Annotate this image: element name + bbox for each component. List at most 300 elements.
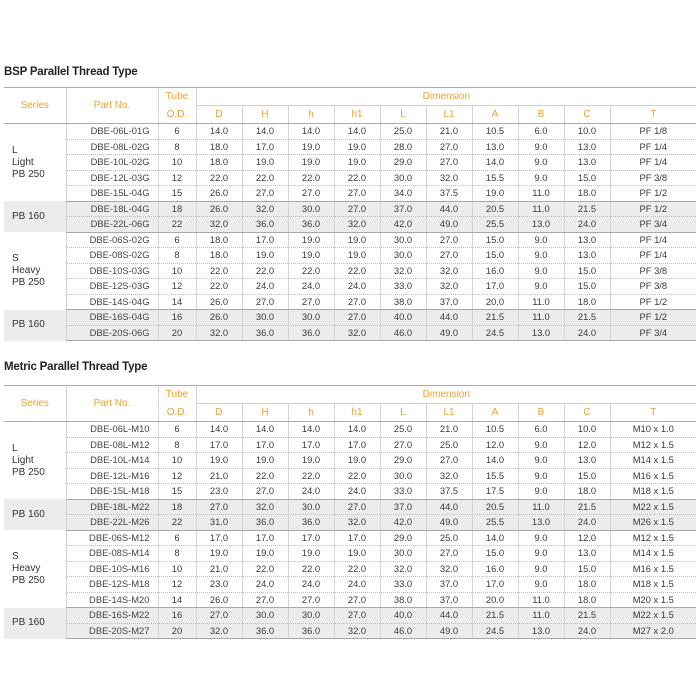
dimension-cell: 30.0 (380, 248, 426, 264)
dimension-cell: 19.0 (288, 139, 334, 155)
tube-od-cell: 12 (158, 468, 196, 484)
dimension-cell: 18.0 (564, 592, 610, 608)
series-cell (4, 422, 66, 500)
table-row (4, 561, 696, 577)
dimension-cell: 19.0 (242, 248, 288, 264)
tube-od-cell: 8 (158, 437, 196, 453)
part-no-cell: DBE-15L-M18 (66, 484, 158, 500)
dimension-cell: 18.0 (196, 232, 242, 248)
dimension-cell: 13.0 (564, 155, 610, 171)
dimension-cell: 37.5 (426, 484, 472, 500)
dimension-cell: 40.0 (380, 310, 426, 326)
dimension-cell: 9.0 (518, 546, 564, 562)
tube-od-cell: 10 (158, 453, 196, 469)
dimension-cell: 13.0 (518, 325, 564, 341)
dimension-cell: 26.0 (196, 186, 242, 202)
dimension-header: Dimension (196, 386, 696, 404)
dimension-cell: 27.0 (426, 139, 472, 155)
tube-od-cell: 6 (158, 530, 196, 546)
dimension-cell: 32.0 (426, 279, 472, 295)
dimension-col-header: A (472, 404, 518, 422)
dimension-cell: 9.0 (518, 453, 564, 469)
dimension-cell: 13.0 (564, 546, 610, 562)
dimension-cell: 32.0 (196, 623, 242, 639)
tube-od-cell: 8 (158, 139, 196, 155)
dimension-cell: 18.0 (196, 248, 242, 264)
dimension-cell: 27.0 (334, 310, 380, 326)
dimension-cell: 11.0 (518, 310, 564, 326)
dimension-cell: 17.0 (334, 530, 380, 546)
dimension-cell: 14.0 (196, 124, 242, 140)
table-row (4, 294, 696, 310)
dimension-cell: 24.0 (564, 325, 610, 341)
dimension-cell: 20.5 (472, 499, 518, 515)
dimension-cell: 6.0 (518, 422, 564, 438)
dimension-cell: 22.0 (334, 468, 380, 484)
dimension-col-header: T (610, 106, 696, 124)
dimension-cell: PF 1/4 (610, 232, 696, 248)
dimension-cell: 32.0 (426, 263, 472, 279)
table-row (4, 263, 696, 279)
dimension-cell: 30.0 (380, 170, 426, 186)
dimension-cell: 44.0 (426, 608, 472, 624)
part-no-cell: DBE-12L-03G (66, 170, 158, 186)
dimension-col-header: D (196, 106, 242, 124)
tube-od-cell: 6 (158, 422, 196, 438)
dimension-cell: 32.0 (426, 561, 472, 577)
dimension-col-header: C (564, 404, 610, 422)
dimension-cell: 13.0 (518, 217, 564, 233)
dimension-cell: 40.0 (380, 608, 426, 624)
part-no-header: Part No. (66, 88, 158, 124)
part-no-header: Part No. (66, 386, 158, 422)
dimension-cell: 29.0 (380, 453, 426, 469)
dimension-col-header: T (610, 404, 696, 422)
series-cell (4, 232, 66, 310)
dimension-cell: 10.0 (564, 422, 610, 438)
dimension-cell: 26.0 (196, 592, 242, 608)
series-cell (4, 530, 66, 608)
dimension-col-header: A (472, 106, 518, 124)
dimension-cell: 14.0 (472, 155, 518, 171)
dimension-cell: 19.0 (334, 232, 380, 248)
tube-od-cell: 10 (158, 561, 196, 577)
dimension-cell: 10.5 (472, 422, 518, 438)
dimension-cell: PF 3/8 (610, 263, 696, 279)
tube-od-cell: 15 (158, 186, 196, 202)
dimension-cell: M22 x 1.5 (610, 608, 696, 624)
dimension-cell: 49.0 (426, 623, 472, 639)
part-no-cell: DBE-06L-01G (66, 124, 158, 140)
dimension-cell: 32.0 (242, 201, 288, 217)
series-cell (4, 310, 66, 341)
table-row (4, 623, 696, 639)
dimension-cell: 15.0 (564, 263, 610, 279)
dimension-cell: 19.0 (288, 453, 334, 469)
dimension-cell: 38.0 (380, 294, 426, 310)
dimension-cell: M12 x 1.5 (610, 437, 696, 453)
dimension-cell: 19.0 (288, 248, 334, 264)
dimension-cell: 27.0 (426, 453, 472, 469)
tube-od-header-line2: O.D. (158, 106, 196, 124)
dimension-cell: 33.0 (380, 577, 426, 593)
dimension-col-header: B (518, 106, 564, 124)
dimension-cell: 9.0 (518, 530, 564, 546)
dimension-col-header: H (242, 404, 288, 422)
dimension-cell: 21.5 (472, 310, 518, 326)
dimension-cell: PF 1/8 (610, 124, 696, 140)
part-no-cell: DBE-06S-M12 (66, 530, 158, 546)
dimension-cell: 20.0 (472, 294, 518, 310)
table-row (4, 592, 696, 608)
dimension-cell: 38.0 (380, 592, 426, 608)
tube-od-cell: 12 (158, 279, 196, 295)
dimension-cell: 13.0 (518, 515, 564, 531)
dimension-cell: 19.0 (334, 139, 380, 155)
dimension-cell: 17.0 (196, 437, 242, 453)
dimension-cell: M10 x 1.0 (610, 422, 696, 438)
tube-od-cell: 18 (158, 499, 196, 515)
dimension-cell: 9.0 (518, 561, 564, 577)
series-label: PB 250 (12, 168, 45, 180)
dimension-cell: 11.0 (518, 499, 564, 515)
dimension-cell: 27.0 (334, 186, 380, 202)
dimension-cell: 44.0 (426, 201, 472, 217)
tube-od-cell: 14 (158, 294, 196, 310)
tube-od-cell: 10 (158, 155, 196, 171)
dimension-cell: PF 1/2 (610, 186, 696, 202)
dimension-cell: 17.0 (334, 437, 380, 453)
table-row (4, 139, 696, 155)
tube-od-cell: 12 (158, 577, 196, 593)
dimension-col-header: h1 (334, 404, 380, 422)
tube-od-cell: 20 (158, 623, 196, 639)
dimension-cell: 14.0 (334, 422, 380, 438)
dimension-cell: 22.0 (196, 170, 242, 186)
dimension-cell: 18.0 (196, 139, 242, 155)
tube-od-cell: 18 (158, 201, 196, 217)
part-no-cell: DBE-18L-M22 (66, 499, 158, 515)
dimension-cell: 13.0 (564, 248, 610, 264)
dimension-cell: 22.0 (288, 468, 334, 484)
dimension-cell: 9.0 (518, 248, 564, 264)
dimension-cell: 14.0 (334, 124, 380, 140)
dimension-cell: 27.0 (288, 186, 334, 202)
dimension-cell: 15.0 (564, 468, 610, 484)
dimension-cell: 33.0 (380, 279, 426, 295)
dimension-cell: 14.0 (472, 530, 518, 546)
dimension-col-header: L1 (426, 106, 472, 124)
part-no-cell: DBE-18L-04G (66, 201, 158, 217)
dimension-col-header: L1 (426, 404, 472, 422)
dimension-cell: 30.0 (288, 310, 334, 326)
table-row (4, 499, 696, 515)
dimension-cell: 27.0 (288, 294, 334, 310)
dimension-col-header: h1 (334, 106, 380, 124)
dimension-cell: 26.0 (196, 310, 242, 326)
dimension-cell: 26.0 (196, 201, 242, 217)
dimension-cell: 11.0 (518, 294, 564, 310)
dimension-cell: PF 1/2 (610, 294, 696, 310)
dimension-cell: 25.5 (472, 515, 518, 531)
dimension-cell: 27.0 (334, 294, 380, 310)
dimension-cell: M20 x 1.5 (610, 592, 696, 608)
part-no-cell: DBE-16S-M22 (66, 608, 158, 624)
dimension-cell: 24.0 (288, 279, 334, 295)
dimension-cell: 9.0 (518, 484, 564, 500)
part-no-cell: DBE-06L-M10 (66, 422, 158, 438)
dimension-cell: 24.0 (334, 279, 380, 295)
dimension-cell: 17.0 (196, 530, 242, 546)
dimension-cell: PF 3/8 (610, 279, 696, 295)
series-cell (4, 124, 66, 202)
dimension-cell: 21.0 (426, 124, 472, 140)
dimension-cell: M27 x 2.0 (610, 623, 696, 639)
dimension-cell: 27.0 (196, 608, 242, 624)
dimension-cell: 31.0 (196, 515, 242, 531)
tube-od-cell: 8 (158, 546, 196, 562)
tube-od-cell: 6 (158, 232, 196, 248)
part-no-cell: DBE-08S-M14 (66, 546, 158, 562)
series-label: S (12, 252, 19, 264)
series-label: L (12, 442, 18, 454)
dimension-cell: 17.0 (242, 530, 288, 546)
dimension-cell: 32.0 (334, 325, 380, 341)
dimension-cell: M16 x 1.5 (610, 468, 696, 484)
dimension-cell: 13.0 (564, 232, 610, 248)
dimension-cell: 22.0 (242, 170, 288, 186)
part-no-cell: DBE-20S-06G (66, 325, 158, 341)
table-row (4, 484, 696, 500)
dimension-cell: 49.0 (426, 515, 472, 531)
dimension-cell: 22.0 (196, 279, 242, 295)
dimension-cell: 25.0 (380, 124, 426, 140)
dimension-cell: 14.0 (242, 124, 288, 140)
dimension-col-header: D (196, 404, 242, 422)
dimension-cell: 36.0 (288, 515, 334, 531)
series-label: PB 250 (12, 574, 45, 586)
dimension-cell: 19.0 (472, 186, 518, 202)
dimension-cell: 9.0 (518, 232, 564, 248)
dimension-cell: 24.5 (472, 623, 518, 639)
dimension-cell: 42.0 (380, 515, 426, 531)
dimension-cell: 25.5 (472, 217, 518, 233)
dimension-cell: 32.0 (380, 561, 426, 577)
dimension-cell: 27.0 (288, 592, 334, 608)
dimension-cell: 30.0 (242, 310, 288, 326)
table-row (4, 453, 696, 469)
dimension-cell: 30.0 (380, 546, 426, 562)
dimension-cell: 15.0 (472, 546, 518, 562)
dimension-col-header: h (288, 106, 334, 124)
dimension-cell: 27.0 (242, 592, 288, 608)
series-label: L (12, 144, 18, 156)
tube-od-cell: 22 (158, 515, 196, 531)
dimension-cell: 14.0 (196, 422, 242, 438)
part-no-cell: DBE-20S-M27 (66, 623, 158, 639)
dimension-cell: 20.5 (472, 201, 518, 217)
part-no-cell: DBE-15L-04G (66, 186, 158, 202)
dimension-cell: 42.0 (380, 217, 426, 233)
tube-od-header-line1: Tube (158, 88, 196, 106)
dimension-cell: 17.0 (288, 437, 334, 453)
dimension-cell: 27.0 (334, 201, 380, 217)
dimension-cell: 36.0 (242, 515, 288, 531)
dimension-cell: 32.0 (196, 217, 242, 233)
dimension-cell: PF 3/4 (610, 217, 696, 233)
dimension-cell: 11.0 (518, 592, 564, 608)
dimension-cell: 21.5 (564, 310, 610, 326)
series-label: PB 160 (12, 210, 45, 222)
series-label: PB 160 (12, 508, 45, 520)
dimension-cell: 19.0 (334, 155, 380, 171)
dimension-cell: 24.0 (334, 484, 380, 500)
dimension-cell: M16 x 1.5 (610, 561, 696, 577)
dimension-cell: 15.5 (472, 170, 518, 186)
dimension-col-header: C (564, 106, 610, 124)
dimension-cell: 24.0 (288, 577, 334, 593)
dimension-cell: 15.0 (564, 561, 610, 577)
dimension-cell: PF 1/2 (610, 201, 696, 217)
dimension-cell: 30.0 (242, 608, 288, 624)
dimension-cell: M18 x 1.5 (610, 577, 696, 593)
dimension-cell: 32.0 (334, 217, 380, 233)
series-label: Light (12, 454, 34, 466)
dimension-cell: 23.0 (196, 484, 242, 500)
table-row (4, 124, 696, 140)
dimension-cell: 20.0 (472, 592, 518, 608)
dimension-cell: 29.0 (380, 530, 426, 546)
dimension-cell: 27.0 (242, 294, 288, 310)
dimension-cell: 14.0 (288, 422, 334, 438)
dimension-cell: 32.0 (334, 623, 380, 639)
part-no-cell: DBE-14S-04G (66, 294, 158, 310)
dimension-cell: 37.0 (380, 201, 426, 217)
dimension-cell: 12.0 (564, 530, 610, 546)
table-row (4, 422, 696, 438)
dimension-cell: 24.0 (334, 577, 380, 593)
tube-od-cell: 16 (158, 608, 196, 624)
tube-od-cell: 22 (158, 217, 196, 233)
dimension-cell: 17.0 (242, 437, 288, 453)
dimension-cell: 37.0 (426, 294, 472, 310)
dimension-cell: 36.0 (242, 217, 288, 233)
part-no-cell: DBE-14S-M20 (66, 592, 158, 608)
part-no-cell: DBE-12L-M16 (66, 468, 158, 484)
dimension-cell: PF 1/4 (610, 139, 696, 155)
dimension-cell: 9.0 (518, 263, 564, 279)
dimension-cell: PF 1/2 (610, 310, 696, 326)
dimension-cell: 9.0 (518, 577, 564, 593)
dimension-cell: 32.0 (196, 325, 242, 341)
part-no-cell: DBE-16S-04G (66, 310, 158, 326)
table-row (4, 468, 696, 484)
series-label: PB 160 (12, 617, 45, 628)
dimension-cell: 33.0 (380, 484, 426, 500)
dimension-cell: 21.0 (196, 561, 242, 577)
dimension-cell: 15.0 (472, 232, 518, 248)
table-row (4, 515, 696, 531)
dimension-cell: 34.0 (380, 186, 426, 202)
dimension-cell: 44.0 (426, 310, 472, 326)
part-no-cell: DBE-10S-M16 (66, 561, 158, 577)
tube-od-cell: 16 (158, 310, 196, 326)
dimension-cell: 27.0 (334, 592, 380, 608)
dimension-cell: 22.0 (242, 263, 288, 279)
dimension-cell: 24.0 (564, 515, 610, 531)
dimension-cell: 27.0 (426, 155, 472, 171)
series-label: Light (12, 156, 34, 168)
part-no-cell: DBE-12S-M18 (66, 577, 158, 593)
dimension-cell: 24.0 (564, 217, 610, 233)
dimension-cell: 9.0 (518, 170, 564, 186)
dimension-cell: 30.0 (380, 468, 426, 484)
dimension-cell: 19.0 (242, 546, 288, 562)
dimension-cell: 13.0 (472, 139, 518, 155)
table-row (4, 170, 696, 186)
table-row (4, 217, 696, 233)
dimension-cell: 17.5 (472, 484, 518, 500)
dimension-cell: 18.0 (564, 186, 610, 202)
dimension-cell: 37.0 (380, 499, 426, 515)
dimension-cell: 18.0 (564, 577, 610, 593)
dimension-cell: M14 x 1.5 (610, 546, 696, 562)
series-label: Heavy (12, 264, 41, 276)
dimension-cell: 18.0 (564, 294, 610, 310)
dimension-cell: 14.0 (242, 422, 288, 438)
series-label: PB 250 (12, 276, 45, 288)
dimension-cell: 25.0 (426, 437, 472, 453)
dimension-cell: 13.0 (564, 139, 610, 155)
dimension-cell: 11.0 (518, 201, 564, 217)
dimension-cell: 22.0 (242, 468, 288, 484)
dimension-cell: 11.0 (518, 186, 564, 202)
dimension-cell: 21.0 (426, 422, 472, 438)
dimension-cell: 22.0 (334, 263, 380, 279)
dimension-cell: 28.0 (380, 139, 426, 155)
dimension-cell: 24.0 (288, 484, 334, 500)
tube-od-header-line2: O.D. (158, 404, 196, 422)
table-row (4, 577, 696, 593)
part-no-cell: DBE-08L-M12 (66, 437, 158, 453)
table-row (4, 325, 696, 341)
dimension-cell: 22.0 (288, 263, 334, 279)
dimension-cell: 22.0 (288, 561, 334, 577)
table-row (4, 232, 696, 248)
tube-od-cell: 15 (158, 484, 196, 500)
part-no-cell: DBE-08S-02G (66, 248, 158, 264)
part-no-cell: DBE-06S-02G (66, 232, 158, 248)
dimension-cell: PF 1/4 (610, 155, 696, 171)
bsp-spec-table (4, 87, 696, 341)
dimension-cell: 19.0 (196, 453, 242, 469)
dimension-cell: 17.0 (288, 530, 334, 546)
part-no-cell: DBE-12S-03G (66, 279, 158, 295)
dimension-cell: 27.0 (380, 437, 426, 453)
dimension-col-header: H (242, 106, 288, 124)
dimension-cell: 16.0 (472, 561, 518, 577)
dimension-cell: 32.0 (426, 468, 472, 484)
dimension-cell: 19.0 (334, 453, 380, 469)
dimension-cell: 19.0 (288, 546, 334, 562)
dimension-cell: 36.0 (288, 623, 334, 639)
dimension-cell: 27.0 (196, 499, 242, 515)
dimension-cell: PF 1/4 (610, 248, 696, 264)
tube-od-cell: 8 (158, 248, 196, 264)
dimension-cell: 15.0 (564, 279, 610, 295)
dimension-cell: 46.0 (380, 623, 426, 639)
table-row (4, 201, 696, 217)
